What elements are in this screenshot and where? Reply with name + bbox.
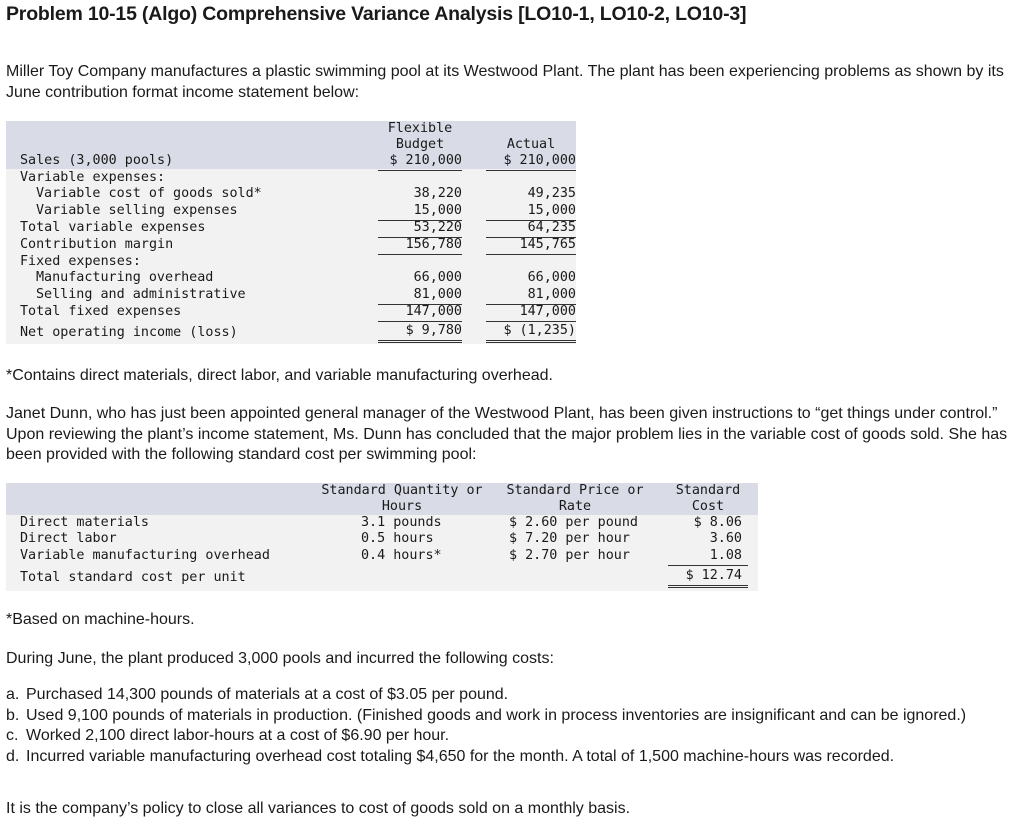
price-header-2: Rate bbox=[558, 499, 592, 514]
list-text: Purchased 14,300 pounds of materials at a cost of $3.05 per pound. bbox=[26, 686, 509, 703]
standard-cost-table bbox=[6, 483, 758, 591]
is-row-label: Total variable expenses bbox=[20, 220, 206, 235]
is-row-actual: 64,235 bbox=[486, 220, 576, 238]
list-text: Incurred variable manufacturing overhead cost totaling $4,650 for the month. A total of 1,500 machine-hours was recorded. bbox=[26, 747, 895, 765]
list-text: Used 9,100 pounds of materials in production. (Finished goods and work in process inventories are insignificant and can be ignored.) bbox=[26, 706, 967, 724]
is-row-actual: 15,000 bbox=[486, 203, 576, 221]
actual-header: Actual bbox=[506, 137, 556, 152]
is-row-label: Manufacturing overhead bbox=[36, 270, 214, 285]
qty-header-2: Hours bbox=[381, 499, 423, 514]
list-marker: a. bbox=[6, 686, 20, 703]
is-row-label: Net operating income (loss) bbox=[20, 325, 238, 340]
list-item bbox=[6, 726, 1018, 747]
flex-header-2: Budget bbox=[395, 137, 445, 152]
list-text: Worked 2,100 direct labor-hours at a cost of $6.90 per hour. bbox=[26, 727, 450, 744]
is-row-flex: 156,780 bbox=[378, 237, 462, 255]
is-row-actual: 49,235 bbox=[527, 186, 576, 201]
sc-row-price: $ 2.70 per hour bbox=[509, 548, 630, 563]
sc-row-cost: $ 8.06 bbox=[693, 515, 742, 530]
is-row-flex: 53,220 bbox=[378, 220, 462, 238]
is-row-flex: $ 210,000 bbox=[378, 153, 462, 171]
cost-header-1: Standard bbox=[675, 483, 741, 498]
sc-row-cost bbox=[668, 548, 748, 566]
is-row-label: Sales (3,000 pools) bbox=[20, 153, 174, 168]
list-marker: b. bbox=[6, 706, 20, 724]
closing-paragraph: It is the company’s policy to close all variances to cost of goods sold on a monthly basis. bbox=[6, 800, 631, 817]
is-row-actual: 147,000 bbox=[486, 304, 576, 322]
paragraph-dunn: Janet Dunn, who has just been appointed general manager of the Westwood Plant, has been given instructions to “get things under control.” Upon reviewing the plant’s income statement, Ms. Dunn has concluded that the major problem lies in the variable cost of goods sold. She has been provided with the following standard cost per swimming pool: bbox=[6, 405, 1008, 463]
is-row-actual: $ (1,235) bbox=[486, 323, 576, 343]
is-row-label: Fixed expenses: bbox=[20, 254, 141, 269]
sc-row-label: Direct materials bbox=[20, 515, 149, 530]
list-item bbox=[6, 685, 1018, 706]
page-title: Problem 10-15 (Algo) Comprehensive Variance Analysis [LO10-1, LO10-2, LO10-3] bbox=[6, 3, 747, 25]
price-header-1: Standard Price or bbox=[506, 483, 644, 498]
is-row-flex: 81,000 bbox=[378, 287, 462, 305]
sc-row-price: $ 2.60 per pound bbox=[509, 515, 638, 530]
list-marker: c. bbox=[6, 727, 19, 744]
is-row-label: Variable cost of goods sold* bbox=[36, 186, 262, 201]
is-row-flex: 66,000 bbox=[413, 270, 462, 285]
sc-total-label: Total standard cost per unit bbox=[20, 570, 246, 585]
intro-paragraph: Miller Toy Company manufactures a plastic swimming pool at its Westwood Plant. The plant has been experiencing problems as shown by its June contribution format income statement below: bbox=[6, 63, 1004, 101]
paragraph-june-costs: During June, the plant produced 3,000 pools and incurred the following costs: bbox=[6, 650, 554, 667]
is-row-flex: 38,220 bbox=[413, 186, 462, 201]
sc-row-qty: 3.1 pounds bbox=[361, 515, 442, 530]
footnote-variable-cost: *Contains direct materials, direct labor, and variable manufacturing overhead. bbox=[6, 367, 553, 384]
cost-header-2: Cost bbox=[691, 499, 725, 514]
sc-row-cost-value: 1.08 bbox=[709, 548, 742, 563]
is-row-actual: 145,765 bbox=[486, 237, 576, 255]
is-row-actual: 81,000 bbox=[486, 287, 576, 305]
is-row-flex: 147,000 bbox=[378, 304, 462, 322]
sc-total-cost bbox=[668, 568, 748, 588]
is-row-label: Total fixed expenses bbox=[20, 304, 182, 319]
list-item bbox=[6, 706, 1018, 727]
is-row-flex: $ 9,780 bbox=[378, 323, 462, 343]
is-row-actual: $ 210,000 bbox=[486, 153, 576, 171]
footnote-machine-hours: *Based on machine-hours. bbox=[6, 611, 195, 628]
is-row-actual: 66,000 bbox=[527, 270, 576, 285]
sc-row-label: Direct labor bbox=[20, 531, 117, 546]
qty-header-1: Standard Quantity or bbox=[321, 483, 483, 498]
sc-row-price: $ 7.20 per hour bbox=[509, 531, 630, 546]
sc-row-label: Variable manufacturing overhead bbox=[20, 548, 270, 563]
is-row-label: Contribution margin bbox=[20, 237, 174, 252]
is-row-label: Variable expenses: bbox=[20, 170, 166, 185]
list-item bbox=[6, 747, 1018, 768]
cost-items-list bbox=[6, 685, 1018, 767]
sc-total-cost-value: $ 12.74 bbox=[685, 568, 742, 583]
is-row-label: Variable selling expenses bbox=[36, 203, 238, 218]
sc-row-qty: 0.4 hours* bbox=[361, 548, 442, 563]
is-row-label: Selling and administrative bbox=[36, 287, 246, 302]
flex-header-1: Flexible bbox=[387, 121, 453, 136]
income-statement-table bbox=[6, 121, 576, 344]
is-row-flex: 15,000 bbox=[378, 203, 462, 221]
sc-row-qty: 0.5 hours bbox=[361, 531, 434, 546]
sc-row-cost: 3.60 bbox=[709, 531, 742, 546]
list-marker: d. bbox=[6, 747, 20, 765]
